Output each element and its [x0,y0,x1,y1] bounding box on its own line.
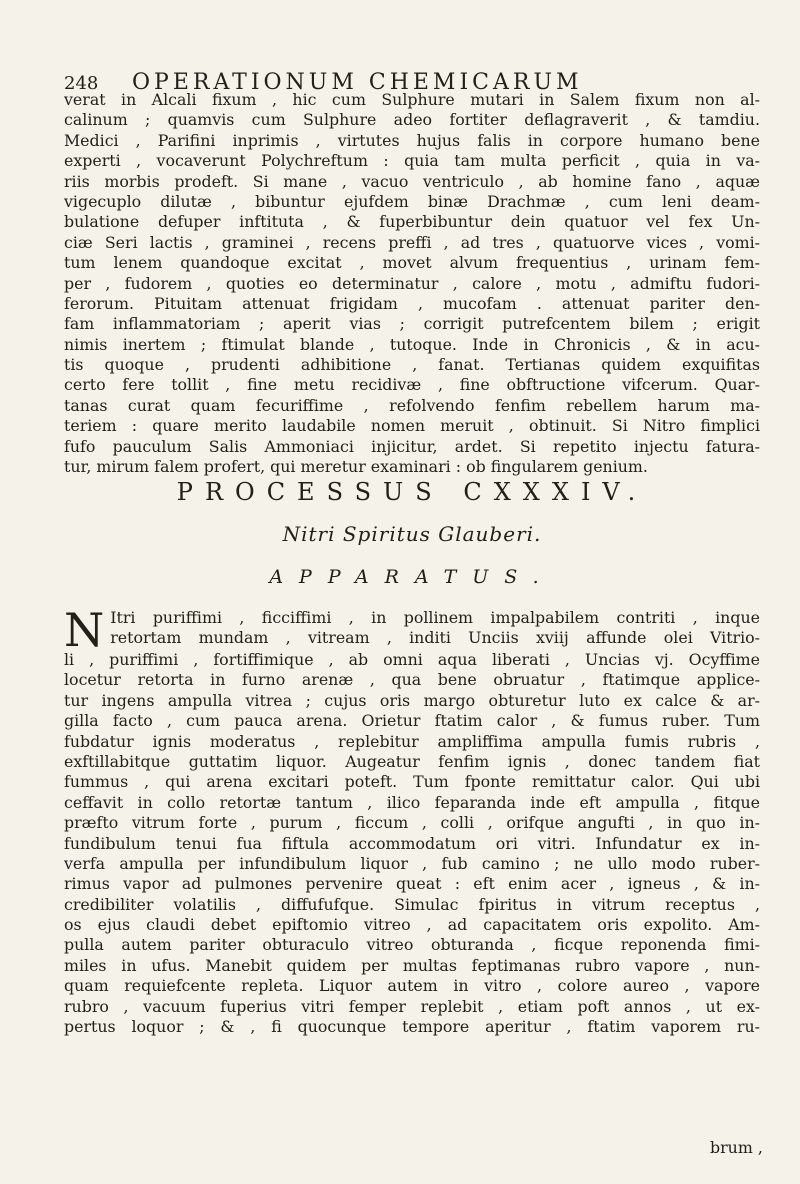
text-line: tum lenem quandoque excitat , movet alvum frequentius , urinam fem- [64,253,760,273]
text-line: tur, mirum falem profert, qui meretur examinari : ob fingularem genium. [64,457,648,477]
text-line: fummus , qui arena excitari poteft. Tum fponte remittatur calor. Qui ubi [64,772,760,792]
text-line: os ejus claudi debet epiftomio vitreo , ad capacitatem oris expolito. Am- [64,915,760,935]
text-line: nimis inertem ; ftimulat blande , tutoque. Inde in Chronicis , & in acu- [64,334,760,354]
text-line: experti , vocaverunt Polychreftum : quia tam multa perficit , quia in va- [64,151,760,171]
page-number: 248 [64,73,99,94]
text-line: certo fere tollit , fine metu recidivæ , fine obftructione vifcerum. Quar- [64,375,760,395]
drop-cap: N [64,608,105,650]
text-line: miles in ufus. Manebit quidem per multas feptimanas rubro vapore , nun- [64,955,760,975]
text-line: exftillabitque guttatim liquor. Augeatur fenfim ignis , donec tandem fiat [64,751,760,771]
text-line: credibiliter volatilis , diffufufque. Simulac fpiritus in vitrum receptus , [64,894,760,914]
text-line: retortam mundam , vitream , inditi Unciis xviij affunde olei Vitrio- [110,628,760,648]
paragraph-2 [64,608,760,1037]
process-heading: PROCESSUS CXXXIV. [176,478,648,506]
text-line: Itri puriffimi , ficciffimi , in pollinem impalpabilem contriti , inque [110,608,760,627]
text-line: bulatione defuper inftituta , & fuperbibuntur dein quatuor vel fex Un- [64,212,760,232]
text-line: verfa ampulla per infundibulum liquor , fub camino ; ne ullo modo ruber- [64,853,760,873]
text-line: fubdatur ignis moderatus , replebitur ampliffima ampulla fumis rubris , [64,731,760,751]
running-title: OPERATIONUM CHEMICARUM [132,70,583,95]
text-line: ferorum. Pituitam attenuat frigidam , mucofam . attenuat pariter den- [64,293,760,313]
drop-cap-block [64,608,760,650]
text-line: rubro , vacuum fuperius vitri femper replebit , etiam poft annos , ut ex- [64,996,760,1016]
text-line: per , fudorem , quoties eo determinatur , calore , motu , admiftu fudori- [64,273,760,293]
text-line: Medici , Parifini inprimis , virtutes hujus falis in corpore humano bene [64,130,760,150]
text-line: calinum ; quamvis cum Sulphure adeo fortiter deflagraverit , & tamdiu. [64,110,760,130]
text-line: ciæ Seri lactis , graminei , recens preffi , ad tres , quatuorve vices , vomi- [64,232,760,252]
section-subtitle: Nitri Spiritus Glauberi. [282,522,542,546]
text-line: tis quoque , prudenti adhibitione , fanat. Tertianas quidem exquifitas [64,355,760,375]
text-line: tur ingens ampulla vitrea ; cujus oris margo obturetur luto ex calce & ar- [64,690,760,710]
text-line: vigecuplo dilutæ , bibuntur ejufdem binæ Drachmæ , cum leni deam- [64,191,760,211]
text-line: riis morbis prodeft. Si mane , vacuo ventriculo , ab homine fano , aquæ [64,171,760,191]
text-line: li , puriffimi , fortiffimique , ab omni aqua liberati , Uncias vj. Ocyffime [64,650,760,669]
paragraph-1 [64,90,760,477]
text-line: pertus loquor ; & , fi quocunque tempore aperitur , ftatim vaporem ru- [64,1017,760,1037]
catchword: brum , [710,1138,763,1157]
text-line: præfto vitrum forte , purum , ficcum , colli , orifque angufti , in quo in- [64,813,760,833]
apparatus-heading: APPARATUS. [269,566,555,588]
text-line: ceffavit in collo retortæ tantum , ilico feparanda inde eft ampulla , fitque [64,792,760,812]
text-line: fundibulum tenui fua fiftula accommodatum ori vitri. Infundatur ex in- [64,833,760,853]
text-line: tanas curat quam fecuriffime , refolvendo fenfim rebellem harum ma- [64,395,760,415]
text-line: fam inflammatoriam ; aperit vias ; corrigit putrefcentem bilem ; erigit [64,314,760,334]
text-line: fufo pauculum Salis Ammoniaci injicitur, ardet. Si repetito injectu fatura- [64,436,760,456]
text-line: quam requiefcente repleta. Liquor autem in vitro , colore aureo , vapore [64,976,760,996]
text-line: pulla autem pariter obturaculo vitreo obturanda , ficque reponenda fimi- [64,935,760,955]
text-line: locetur retorta in furno arenæ , qua bene obruatur , ftatimque applice- [64,670,760,690]
text-line: gilla facto , cum pauca arena. Orietur ftatim calor , & fumus ruber. Tum [64,711,760,731]
text-line: rimus vapor ad pulmones pervenire queat : eft enim acer , igneus , & in- [64,874,760,894]
text-line: teriem : quare merito laudabile nomen meruit , obtinuit. Si Nitro fimplici [64,416,760,436]
text-line: verat in Alcali fixum , hic cum Sulphure mutari in Salem fixum non al- [64,90,760,109]
